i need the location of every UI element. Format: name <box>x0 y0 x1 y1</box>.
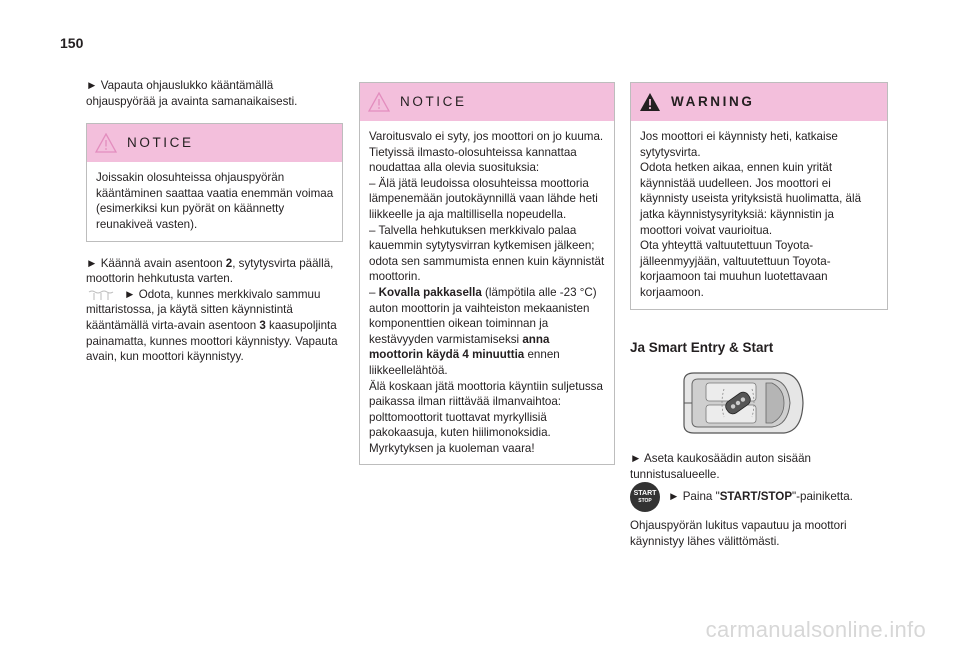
instruction-place-remote: ► Aseta kaukosäädin auton sisään tunnistusalueelle. <box>630 452 811 481</box>
warning-line-3: Ota yhteyttä valtuutettuun Toyota-jälleenmyyjään, valtuutettuun Toyota-korjaamoon tai muuhun luotettavaan korjaamoon. <box>640 239 831 299</box>
instruction-wait-indicator: ► Odota, kunnes merkkivalo sammuu mittaristossa, ja käytä sitten käynnistintä kääntämällä virta-avain asentoon 3 kaasupoljinta painamatta, kunnes moottori käynnistyy. Vapauta avain, kun moottori käynnistyy. <box>86 287 338 364</box>
notice-body <box>87 162 342 240</box>
notice-line-1: Varoitusvalo ei syty, jos moottori on jo kuuma. <box>369 130 604 143</box>
column-1 <box>86 78 343 365</box>
notice-box-preheating <box>359 82 615 465</box>
warning-icon <box>639 92 661 112</box>
notice-line-2: Tietyissä ilmasto-olosuhteissa kannattaa noudattaa alla olevia suosituksia: <box>369 145 577 175</box>
column-3 <box>630 78 888 550</box>
notice-header <box>360 83 614 121</box>
notice-title: NOTICE <box>127 135 194 151</box>
warning-body <box>631 121 887 309</box>
section-heading-smart-entry: Ja Smart Entry & Start <box>630 339 774 355</box>
watermark: carmanualsonline.info <box>705 617 926 642</box>
notice-header <box>87 124 342 162</box>
notice-text: Joissakin olosuhteissa ohjauspyörän kääntäminen saattaa vaatia enemmän voimaa (esimerkiksi kun pyörät on käännetty reunakiveä vasten). <box>96 171 334 231</box>
notice-body <box>360 121 614 464</box>
column-2 <box>359 78 615 465</box>
notice-box-steering <box>86 123 343 241</box>
warning-title: WARNING <box>671 94 755 110</box>
notice-title: NOTICE <box>400 94 467 110</box>
start-stop-button-icon: START STOP <box>630 482 660 512</box>
notice-icon <box>95 133 117 153</box>
notice-icon <box>368 92 390 112</box>
glow-plug-icon <box>86 289 116 301</box>
instruction-press-start-stop: START STOP ► Paina "START/STOP"-painiketta. <box>630 482 888 512</box>
notice-line-4: – Talvella hehkutuksen merkkivalo palaa kauemmin sytytysvirran kytkemisen jälkeen; odota sen sammumista ennen kuin käynnistät moottorin. <box>369 223 605 284</box>
steering-lock-release-text: Ohjauspyörän lukitus vapautuu ja moottori käynnistyy lähes välittömästi. <box>630 519 847 548</box>
notice-line-6: Älä koskaan jätä moottoria käyntiin suljetussa paikassa ilman riittävää ilmanvaihtoa: polttomoottorit tuottavat myrkyllisiä pakokaasuja, kuten hiilimonoksidia. Myrkytyksen ja kuoleman vaara! <box>369 379 603 455</box>
warning-header <box>631 83 887 121</box>
instruction-release-steering-lock: ► Vapauta ohjauslukko kääntämällä ohjauspyörää ja avainta samanaikaisesti. <box>86 79 298 108</box>
instruction-turn-key-2: ► Käännä avain asentoon 2, sytytysvirta päällä, moottorin hehkutusta varten. <box>86 256 334 286</box>
warning-box <box>630 82 888 310</box>
page-number: 150 <box>60 35 84 51</box>
warning-line-1: Jos moottori ei käynnisty heti, katkaise sytytysvirta. <box>640 130 838 159</box>
car-keyfob-illustration <box>676 369 806 437</box>
notice-line-5: – Kovalla pakkasella (lämpötila alle -23 °C) auton moottorin ja vaihteiston mekaanisten komponenttien oikean toiminnan ja kestävyyden varmistamiseksi anna moottorin käydä 4 minuuttia ennen liikkeellelähtöä. <box>369 285 597 377</box>
notice-line-3: – Älä jätä leudoissa olosuhteissa moottoria lämpenemään joutokäynnillä vaan lähde heti liikkeelle ja aja maltillisella nopeudella. <box>369 176 598 221</box>
warning-line-2: Odota hetken aikaa, ennen kuin yrität käynnistää uudelleen. Jos moottori ei käynnisty useista yrityksistä huolimatta, älä jatka käynnistysyrityksiä: käynnistin ja moottori voivat vaurioitua. <box>640 161 862 237</box>
